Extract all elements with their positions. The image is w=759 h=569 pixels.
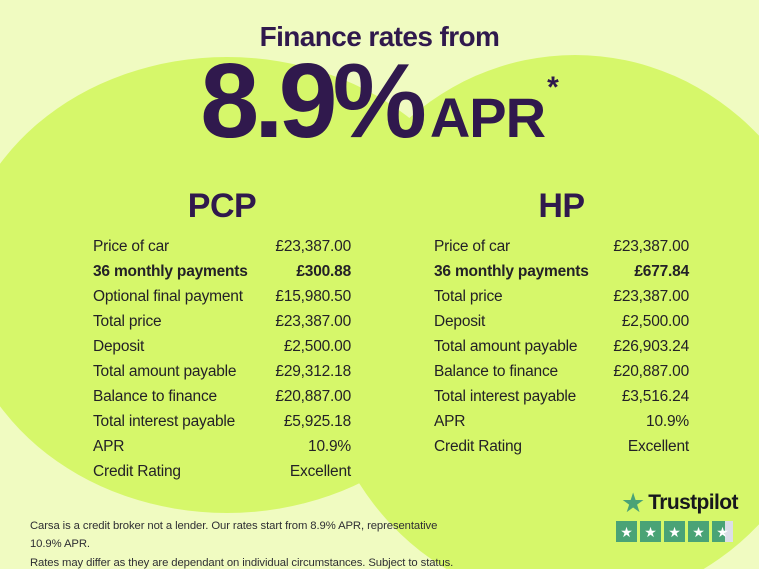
- row-value: £300.88: [296, 262, 351, 280]
- row-value: £26,903.24: [613, 337, 689, 355]
- row-label: 36 monthly payments: [93, 262, 248, 280]
- rate-value: 8.9%: [200, 42, 422, 160]
- row-value: £677.84: [634, 262, 689, 280]
- table-row: [434, 259, 689, 284]
- row-value: £23,387.00: [613, 237, 689, 255]
- pcp-table: [93, 186, 351, 484]
- table-row: [93, 409, 351, 434]
- row-label: APR: [93, 437, 125, 455]
- row-label: Price of car: [93, 237, 169, 255]
- table-row: [434, 334, 689, 359]
- star-full-icon: ★: [640, 521, 661, 542]
- row-value: £23,387.00: [275, 237, 351, 255]
- row-label: Balance to finance: [93, 387, 217, 405]
- headline-rate: [0, 42, 759, 160]
- row-value: £20,887.00: [275, 387, 351, 405]
- row-value: 10.9%: [308, 437, 351, 455]
- row-label: APR: [434, 412, 466, 430]
- table-row: [93, 234, 351, 259]
- star-half-icon: ★: [712, 521, 733, 542]
- table-row: [434, 309, 689, 334]
- disclaimer-line-1: Carsa is a credit broker not a lender. Our rates start from 8.9% APR, representative 10.9% APR.: [30, 520, 438, 551]
- trustpilot-brand-text: Trustpilot: [648, 491, 738, 514]
- table-row: [93, 434, 351, 459]
- legal-disclaimer: [30, 517, 470, 569]
- star-full-icon: ★: [664, 521, 685, 542]
- row-label: Total interest payable: [434, 387, 577, 405]
- trustpilot-logo: [621, 490, 758, 516]
- headline-kicker: Finance rates from: [259, 21, 500, 52]
- row-value: £3,516.24: [621, 387, 689, 405]
- row-label: Balance to finance: [434, 362, 558, 380]
- table-row: [93, 384, 351, 409]
- row-label: Total amount payable: [93, 362, 237, 380]
- star-full-icon: ★: [616, 521, 637, 542]
- row-value: £2,500.00: [283, 337, 351, 355]
- trustpilot-star-icon: ★: [621, 488, 646, 518]
- row-label: Deposit: [93, 337, 145, 355]
- row-value: £2,500.00: [621, 312, 689, 330]
- row-value: £23,387.00: [275, 312, 351, 330]
- row-value: 10.9%: [646, 412, 689, 430]
- row-label: Deposit: [434, 312, 486, 330]
- row-label: Total price: [93, 312, 162, 330]
- row-label: Price of car: [434, 237, 510, 255]
- table-row: [434, 434, 689, 459]
- row-value: £5,925.18: [283, 412, 351, 430]
- table-row: [93, 359, 351, 384]
- row-value: Excellent: [627, 437, 689, 455]
- row-value: £15,980.50: [275, 287, 351, 305]
- row-label: Credit Rating: [434, 437, 522, 455]
- row-label: Total amount payable: [434, 337, 578, 355]
- trustpilot-rating-stars: [616, 521, 758, 542]
- table-row: [434, 284, 689, 309]
- trustpilot-widget: [616, 490, 758, 542]
- table-row: [93, 334, 351, 359]
- pcp-title: PCP: [187, 187, 257, 225]
- table-row: [93, 309, 351, 334]
- row-label: Total interest payable: [93, 412, 236, 430]
- row-value: Excellent: [289, 462, 351, 480]
- row-value: £23,387.00: [613, 287, 689, 305]
- row-label: Optional final payment: [93, 287, 243, 305]
- table-row: [434, 384, 689, 409]
- star-full-icon: ★: [688, 521, 709, 542]
- table-row: [93, 459, 351, 484]
- row-label: Total price: [434, 287, 503, 305]
- table-row: [434, 409, 689, 434]
- hp-table: [434, 186, 689, 459]
- table-row: [434, 359, 689, 384]
- table-row: [434, 234, 689, 259]
- row-value: £20,887.00: [613, 362, 689, 380]
- rate-asterisk: *: [547, 71, 559, 104]
- rate-apr-label: APR: [429, 86, 546, 149]
- row-value: £29,312.18: [275, 362, 351, 380]
- disclaimer-line-2: Rates may differ as they are dependant on individual circumstances. Subject to status.: [30, 556, 454, 569]
- table-row: [93, 259, 351, 284]
- row-label: Credit Rating: [93, 462, 181, 480]
- hp-title: HP: [538, 187, 585, 225]
- table-row: [93, 284, 351, 309]
- row-label: 36 monthly payments: [434, 262, 589, 280]
